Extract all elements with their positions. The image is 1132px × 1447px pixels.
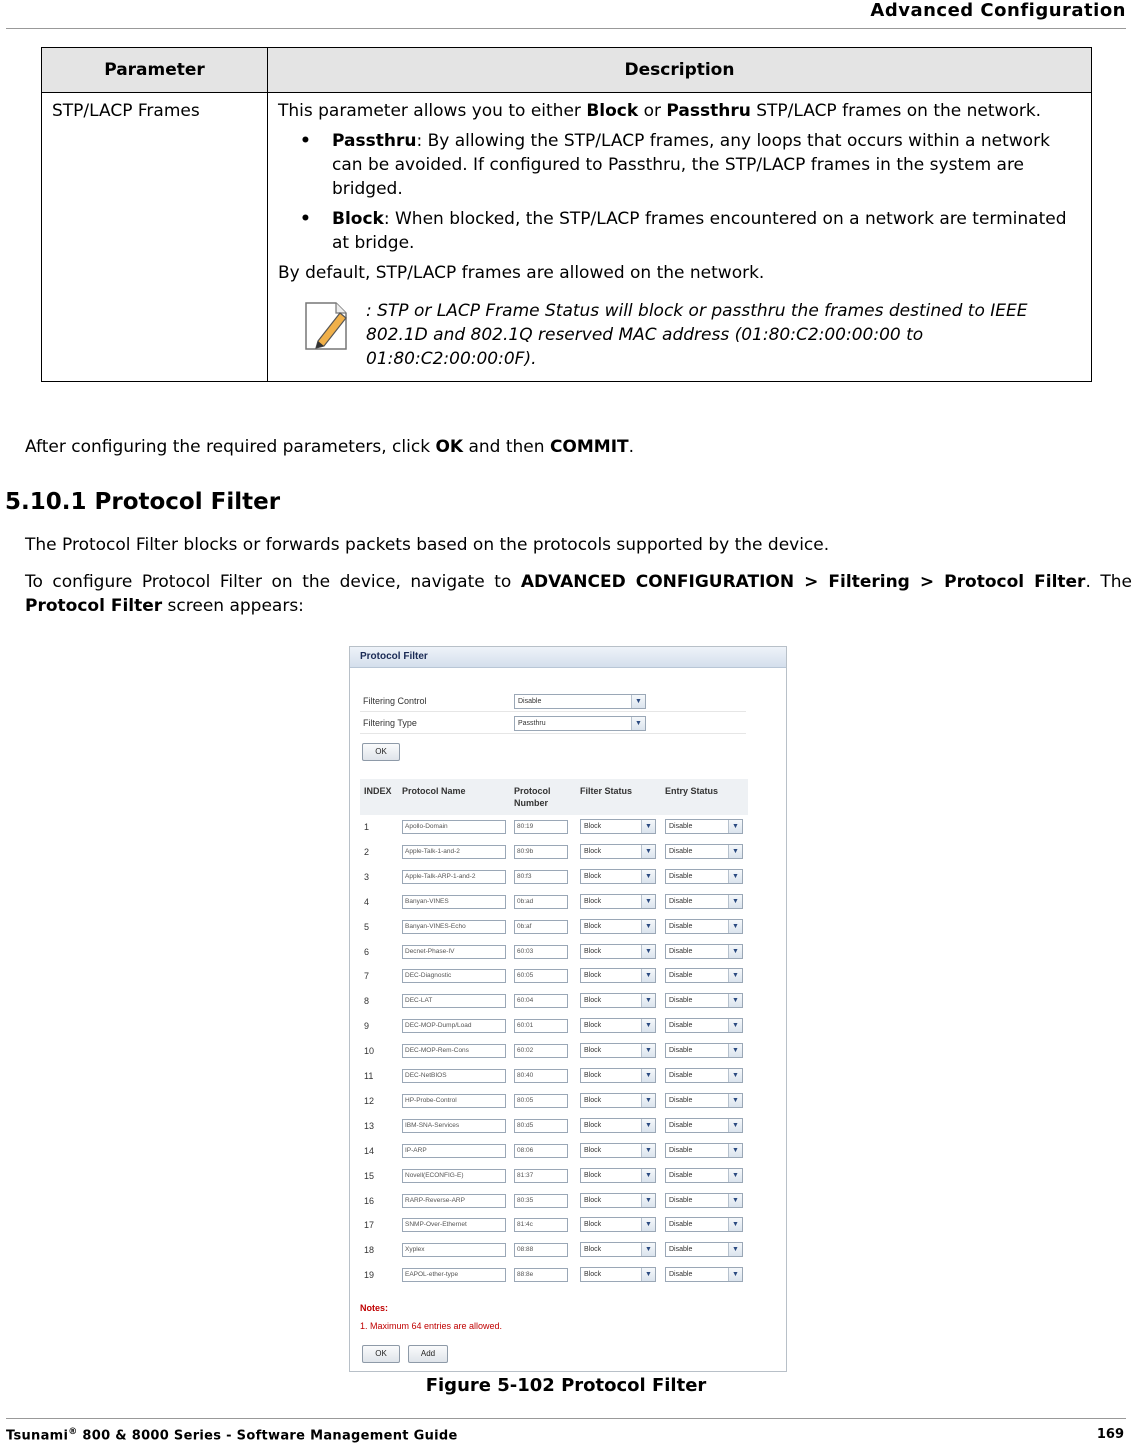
bullet-passthru: • Passthru: By allowing the STP/LACP frames, any loops that occurs within a network can be avoided. If configured to Passthru, the STP/LACP frames in the system are bridged.: [300, 131, 1050, 199]
bullet-block: • Block: When blocked, the STP/LACP frames encountered on a network are terminated at bridge.: [300, 209, 1067, 253]
protocol-name-input[interactable]: Apollo-Domain: [402, 820, 506, 834]
notes-heading: Notes:: [360, 1303, 389, 1313]
chevron-down-icon: ▼: [728, 1194, 742, 1207]
row-index: 17: [364, 1220, 375, 1231]
filter-status-select[interactable]: Block ▼: [580, 1143, 656, 1158]
chevron-down-icon: ▼: [728, 1169, 742, 1182]
protocol-name-input[interactable]: Decnet-Phase-IV: [402, 945, 506, 959]
row-index: 18: [364, 1245, 375, 1256]
chevron-down-icon: ▼: [728, 945, 742, 958]
bullet-icon: •: [300, 131, 311, 151]
entry-status-select[interactable]: Disable ▼: [665, 1217, 743, 1232]
protocol-name-input[interactable]: RARP-Reverse-ARP: [402, 1194, 506, 1208]
chevron-down-icon: ▼: [641, 1094, 655, 1107]
filter-status-select[interactable]: Block ▼: [580, 1242, 656, 1257]
col-entry-status-header: Entry Status: [665, 786, 719, 796]
protocol-table-header: [360, 779, 748, 815]
row-index: 8: [364, 996, 370, 1007]
protocol-name-input[interactable]: IP-ARP: [402, 1144, 506, 1158]
chevron-down-icon: ▼: [728, 1218, 742, 1231]
row-index: 14: [364, 1145, 375, 1156]
table-row: [360, 940, 748, 964]
filter-status-select[interactable]: Block ▼: [580, 894, 656, 909]
filter-status-select[interactable]: Block ▼: [580, 869, 656, 884]
chevron-down-icon: ▼: [641, 1194, 655, 1207]
chevron-down-icon: ▼: [728, 1019, 742, 1032]
chevron-down-icon: ▼: [728, 969, 742, 982]
protocol-number-input[interactable]: 0b:af: [514, 920, 568, 934]
chevron-down-icon: ▼: [728, 1044, 742, 1057]
filtering-control-label: Filtering Control: [363, 696, 427, 706]
chevron-down-icon: ▼: [641, 1069, 655, 1082]
note-pencil-icon: [302, 299, 354, 351]
protocol-number-input[interactable]: 08:06: [514, 1144, 568, 1158]
chevron-down-icon: ▼: [641, 820, 655, 833]
row-index: 5: [364, 921, 370, 932]
table-row: [360, 865, 748, 889]
protocol-number-input[interactable]: 80:9b: [514, 845, 568, 859]
chevron-down-icon: ▼: [728, 920, 742, 933]
table-row: [360, 840, 748, 864]
filter-status-select[interactable]: Block ▼: [580, 1043, 656, 1058]
figure-panel-title: Protocol Filter: [350, 647, 786, 668]
entry-status-select[interactable]: Disable ▼: [665, 1043, 743, 1058]
entry-status-select[interactable]: Disable ▼: [665, 993, 743, 1008]
row-index: 15: [364, 1170, 375, 1181]
protocol-number-input[interactable]: 60:02: [514, 1044, 568, 1058]
page-number: 169: [1096, 1427, 1124, 1442]
entry-status-select[interactable]: Disable ▼: [665, 1267, 743, 1282]
note-block: [278, 299, 1081, 371]
entry-status-select[interactable]: Disable ▼: [665, 819, 743, 834]
chevron-down-icon: ▼: [641, 1268, 655, 1281]
filtering-control-row: [360, 691, 746, 712]
protocol-number-input[interactable]: 88:8e: [514, 1268, 568, 1282]
notes-text: 1. Maximum 64 entries are allowed.: [360, 1321, 503, 1331]
table-row: [360, 1139, 748, 1163]
filter-status-select[interactable]: Block ▼: [580, 844, 656, 859]
ok-button-top[interactable]: OK: [362, 743, 400, 761]
table-row: [360, 1263, 748, 1287]
protocol-name-input[interactable]: Apple-Talk-1-and-2: [402, 845, 506, 859]
row-index: 10: [364, 1046, 375, 1057]
protocol-number-input[interactable]: 08:88: [514, 1243, 568, 1257]
row-index: 6: [364, 946, 370, 957]
chevron-down-icon: ▼: [641, 920, 655, 933]
parameter-description: [268, 93, 1092, 382]
row-index: 2: [364, 846, 370, 857]
row-index: 7: [364, 971, 370, 982]
filter-status-select[interactable]: Block ▼: [580, 1068, 656, 1083]
table-row: [360, 1213, 748, 1237]
entry-status-select[interactable]: Disable ▼: [665, 894, 743, 909]
chevron-down-icon: ▼: [728, 1094, 742, 1107]
table-row: [42, 93, 1092, 382]
protocol-name-input[interactable]: Novell(ECONFIG-E): [402, 1169, 506, 1183]
chevron-down-icon: ▼: [641, 994, 655, 1007]
section-heading: 5.10.1 Protocol Filter: [5, 489, 281, 515]
row-index: 12: [364, 1095, 375, 1106]
section-para-1: The Protocol Filter blocks or forwards packets based on the protocols supported by the device.: [25, 535, 830, 555]
chevron-down-icon: ▼: [728, 1069, 742, 1082]
table-row: [360, 1089, 748, 1113]
filter-status-select[interactable]: Block ▼: [580, 919, 656, 934]
chevron-down-icon: ▼: [728, 870, 742, 883]
protocol-number-input[interactable]: 80:40: [514, 1069, 568, 1083]
footer-document-title: Tsunami® 800 & 8000 Series - Software Management Guide: [6, 1427, 458, 1444]
table-row: [360, 989, 748, 1013]
protocol-number-input[interactable]: 60:01: [514, 1019, 568, 1033]
note-text: : STP or LACP Frame Status will block or passthru the frames destined to IEEE 802.1D and 802.1Q reserved MAC address (01:80:C2:00:00:00 to 01:80:C2:00:00:0F).: [366, 301, 1028, 369]
table-row: [360, 815, 748, 839]
chevron-down-icon: ▼: [631, 695, 645, 708]
header-rule: [6, 28, 1126, 29]
protocol-number-input[interactable]: 60:04: [514, 994, 568, 1008]
row-index: 11: [364, 1071, 374, 1081]
row-index: 1: [364, 822, 370, 832]
description-intro: This parameter allows you to either Block or Passthru STP/LACP frames on the network.: [278, 101, 1042, 121]
chevron-down-icon: ▼: [728, 994, 742, 1007]
row-index: 9: [364, 1021, 370, 1032]
table-row: [360, 890, 748, 914]
filtering-control-select[interactable]: Disable ▼: [514, 694, 646, 709]
protocol-number-input[interactable]: 60:03: [514, 945, 568, 959]
row-index: 19: [364, 1270, 375, 1281]
entry-status-select[interactable]: Disable ▼: [665, 1118, 743, 1133]
chevron-down-icon: ▼: [641, 870, 655, 883]
filter-status-select[interactable]: Block ▼: [580, 1267, 656, 1282]
table-row: [360, 1189, 748, 1213]
parameter-table: [41, 47, 1092, 382]
filter-status-select[interactable]: Block ▼: [580, 1168, 656, 1183]
protocol-name-input[interactable]: DEC-LAT: [402, 994, 506, 1008]
chevron-down-icon: ▼: [641, 1218, 655, 1231]
protocol-name-input[interactable]: IBM-SNA-Services: [402, 1119, 506, 1133]
chevron-down-icon: ▼: [641, 969, 655, 982]
entry-status-select[interactable]: Disable ▼: [665, 919, 743, 934]
table-row: [360, 915, 748, 939]
entry-status-select[interactable]: Disable ▼: [665, 1018, 743, 1033]
table-row: [360, 1064, 748, 1088]
table-row: [360, 1014, 748, 1038]
row-index: 16: [364, 1195, 375, 1206]
col-filter-status-header: Filter Status: [580, 786, 633, 796]
entry-status-select[interactable]: Disable ▼: [665, 1143, 743, 1158]
bullet-icon: •: [300, 209, 311, 229]
filter-status-select[interactable]: Block ▼: [580, 819, 656, 834]
add-button[interactable]: Add: [408, 1345, 448, 1363]
chevron-down-icon: ▼: [641, 1019, 655, 1032]
entry-status-select[interactable]: Disable ▼: [665, 869, 743, 884]
protocol-name-input[interactable]: DEC-MOP-Dump/Load: [402, 1019, 506, 1033]
table-row: [360, 1114, 748, 1138]
filtering-type-row: [360, 713, 746, 734]
chevron-down-icon: ▼: [641, 1144, 655, 1157]
filter-status-select[interactable]: Block ▼: [580, 993, 656, 1008]
figure-caption: Figure 5-102 Protocol Filter: [425, 1375, 707, 1396]
protocol-name-input[interactable]: SNMP-Over-Ethernet: [402, 1218, 506, 1232]
table-row: [360, 1238, 748, 1262]
entry-status-select[interactable]: Disable ▼: [665, 1093, 743, 1108]
col-protocol-name-header: Protocol Name: [402, 786, 466, 796]
chevron-down-icon: ▼: [641, 1119, 655, 1132]
protocol-name-input[interactable]: DEC-MOP-Rem-Cons: [402, 1044, 506, 1058]
chevron-down-icon: ▼: [728, 895, 742, 908]
filter-status-select[interactable]: Block ▼: [580, 1118, 656, 1133]
protocol-name-input[interactable]: DEC-NetBIOS: [402, 1069, 506, 1083]
protocol-name-input[interactable]: DEC-Diagnostic: [402, 969, 506, 983]
protocol-number-input[interactable]: 80:19: [514, 820, 568, 834]
filter-status-select[interactable]: Block ▼: [580, 1018, 656, 1033]
entry-status-select[interactable]: Disable ▼: [665, 944, 743, 959]
chevron-down-icon: ▼: [641, 945, 655, 958]
chevron-down-icon: ▼: [641, 1243, 655, 1256]
footer-rule: [6, 1418, 1126, 1419]
chevron-down-icon: ▼: [728, 820, 742, 833]
filtering-type-select[interactable]: Passthru ▼: [514, 716, 646, 731]
chevron-down-icon: ▼: [728, 1144, 742, 1157]
filter-status-select[interactable]: Block ▼: [580, 944, 656, 959]
running-header-title: Advanced Configuration: [870, 0, 1126, 21]
protocol-number-input[interactable]: 81:37: [514, 1169, 568, 1183]
col-description-header: Description: [268, 48, 1092, 93]
filtering-type-label: Filtering Type: [363, 718, 417, 728]
entry-status-select[interactable]: Disable ▼: [665, 1242, 743, 1257]
after-config-text: After configuring the required parameters, click OK and then COMMIT.: [25, 437, 635, 457]
col-index-header: INDEX: [364, 786, 392, 796]
protocol-number-input[interactable]: 80:05: [514, 1094, 568, 1108]
col-protocol-number-header: Protocol Number: [514, 786, 551, 808]
row-index: 3: [364, 871, 370, 882]
chevron-down-icon: ▼: [728, 1268, 742, 1281]
protocol-name-input[interactable]: EAPOL-ether-type: [402, 1268, 506, 1282]
ok-button[interactable]: OK: [362, 1345, 400, 1363]
chevron-down-icon: ▼: [641, 1044, 655, 1057]
table-row: [360, 964, 748, 988]
protocol-number-input[interactable]: 60:05: [514, 969, 568, 983]
filter-status-select[interactable]: Block ▼: [580, 1093, 656, 1108]
chevron-down-icon: ▼: [728, 845, 742, 858]
chevron-down-icon: ▼: [641, 1169, 655, 1182]
protocol-number-input[interactable]: 80:35: [514, 1194, 568, 1208]
chevron-down-icon: ▼: [728, 1243, 742, 1256]
parameter-name: STP/LACP Frames: [42, 93, 268, 382]
protocol-filter-screenshot: [349, 646, 787, 1372]
section-para-2: To configure Protocol Filter on the device, navigate to ADVANCED CONFIGURATION > Filtering > Protocol Filter. The Protocol Filter screen appears:: [25, 572, 1132, 616]
entry-status-select[interactable]: Disable ▼: [665, 1068, 743, 1083]
protocol-number-input[interactable]: 81:4c: [514, 1218, 568, 1232]
entry-status-select[interactable]: Disable ▼: [665, 1168, 743, 1183]
chevron-down-icon: ▼: [631, 717, 645, 730]
protocol-name-input[interactable]: Banyan-VINES-Echo: [402, 920, 506, 934]
table-row: [360, 1039, 748, 1063]
row-index: 4: [364, 896, 370, 907]
entry-status-select[interactable]: Disable ▼: [665, 968, 743, 983]
protocol-number-input[interactable]: 0b:ad: [514, 895, 568, 909]
chevron-down-icon: ▼: [641, 845, 655, 858]
col-parameter-header: Parameter: [42, 48, 268, 93]
protocol-number-input[interactable]: 80:d5: [514, 1119, 568, 1133]
chevron-down-icon: ▼: [728, 1119, 742, 1132]
protocol-name-input[interactable]: HP-Probe-Control: [402, 1094, 506, 1108]
table-row: [360, 1164, 748, 1188]
protocol-name-input[interactable]: Apple-Talk-ARP-1-and-2: [402, 870, 506, 884]
row-index: 13: [364, 1120, 375, 1131]
protocol-number-input[interactable]: 80:f3: [514, 870, 568, 884]
entry-status-select[interactable]: Disable ▼: [665, 1193, 743, 1208]
default-text: By default, STP/LACP frames are allowed on the network.: [278, 263, 765, 283]
filter-status-select[interactable]: Block ▼: [580, 968, 656, 983]
protocol-name-input[interactable]: Banyan-VINES: [402, 895, 506, 909]
entry-status-select[interactable]: Disable ▼: [665, 844, 743, 859]
filter-status-select[interactable]: Block ▼: [580, 1193, 656, 1208]
chevron-down-icon: ▼: [641, 895, 655, 908]
protocol-name-input[interactable]: Xyplex: [402, 1243, 506, 1257]
filter-status-select[interactable]: Block ▼: [580, 1217, 656, 1232]
